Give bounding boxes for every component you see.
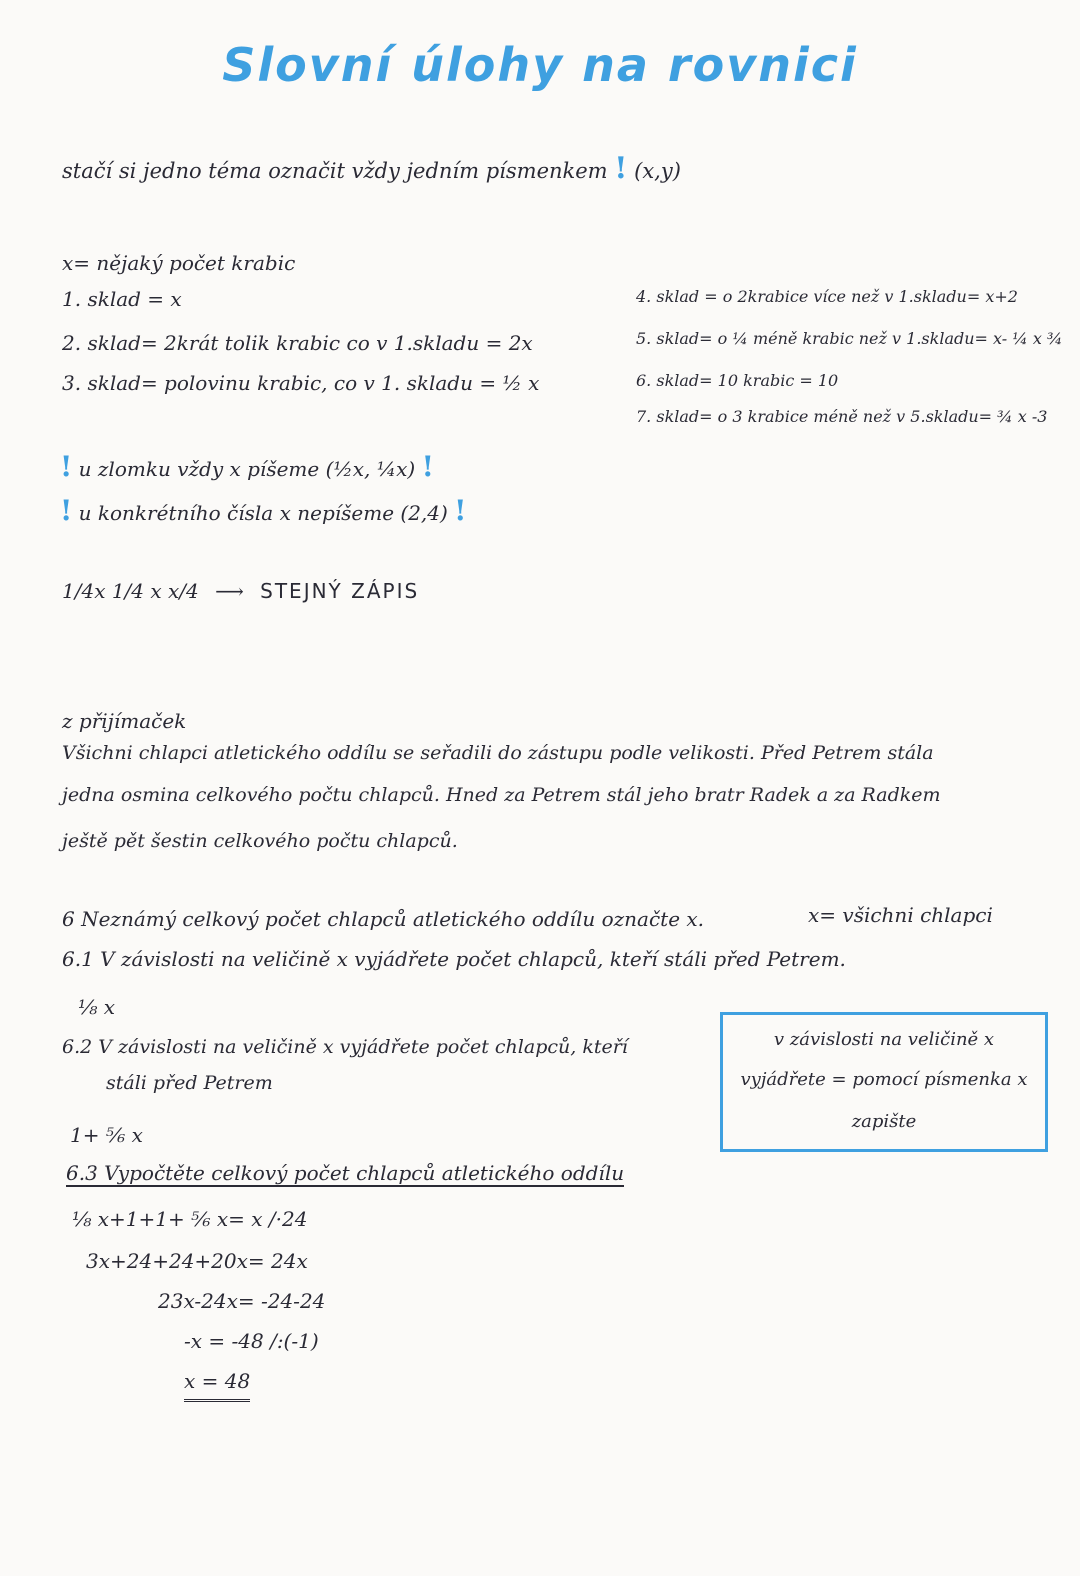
rule-text: u konkrétního čísla x nepíšeme (2,4) xyxy=(78,501,448,525)
exclamation-icon: ! xyxy=(454,494,467,527)
right-list-item: 6. sklad= 10 krabic = 10 xyxy=(636,371,839,390)
left-list-item: 3. sklad= polovinu krabic, co v 1. skladu = ½ x xyxy=(62,371,540,395)
exclamation-icon: ! xyxy=(60,494,73,527)
equivalent-forms: 1/4x 1/4 x x/4 xyxy=(62,579,199,603)
exclamation-icon: ! xyxy=(614,151,628,186)
problem-line: ještě pět šestin celkového počtu chlapců. xyxy=(62,830,458,852)
page-title: Slovní úlohy na rovnici xyxy=(222,38,858,92)
left-list-item: 1. sklad = x xyxy=(62,287,182,311)
source-note: z přijímaček xyxy=(62,709,187,733)
question-6-note: x= všichni chlapci xyxy=(808,903,993,927)
right-list-item: 4. sklad = o 2krabice více než v 1.skladu= x+2 xyxy=(636,287,1018,306)
left-list-item: 2. sklad= 2krát tolik krabic co v 1.skladu = 2x xyxy=(62,331,533,355)
rule-number xyxy=(60,494,467,527)
box-line: v závislosti na veličině x xyxy=(773,1029,995,1050)
box-line: zapište xyxy=(851,1111,917,1132)
exclamation-icon: ! xyxy=(60,450,73,483)
exclamation-icon: ! xyxy=(421,450,434,483)
question-6-1: 6.1 V závislosti na veličině x vyjádřete počet chlapců, kteří stáli před Petrem. xyxy=(62,947,846,971)
right-list-item: 5. sklad= o ¼ méně krabic než v 1.skladu= x- ¼ x ¾ xyxy=(636,329,1063,348)
answer-6-2: 1+ ⅚ x xyxy=(70,1123,143,1147)
problem-line: Všichni chlapci atletického oddílu se seřadili do zástupu podle velikosti. Před Petrem stála xyxy=(62,742,934,764)
question-6-3: 6.3 Vypočtěte celkový počet chlapců atletického oddílu xyxy=(66,1161,625,1185)
intro-text: stačí si jedno téma označit vždy jedním písmenkem xyxy=(62,159,608,183)
question-6-2: 6.2 V závislosti na veličině x vyjádřete počet chlapců, kteří xyxy=(62,1036,628,1058)
solution-result-wrap xyxy=(184,1368,250,1394)
right-list-item: 7. sklad= o 3 krabice méně než v 5.skladu= ¾ x -3 xyxy=(636,407,1048,426)
rule-fraction xyxy=(60,450,434,483)
arrow-right-icon: ⟶ xyxy=(215,579,244,603)
problem-line: jedna osmina celkového počtu chlapců. Hned za Petrem stál jeho bratr Radek a za Radkem xyxy=(62,784,941,806)
solution-step: 23x-24x= -24-24 xyxy=(158,1289,326,1313)
variable-definition: x= nějaký počet krabic xyxy=(62,251,296,275)
definition-box xyxy=(720,1012,1048,1152)
solution-result: x = 48 xyxy=(184,1369,250,1402)
question-6-2-cont: stáli před Petrem xyxy=(106,1072,273,1094)
solution-step: 3x+24+24+20x= 24x xyxy=(86,1249,308,1273)
rule-text: u zlomku vždy x píšeme (½x, ¼x) xyxy=(78,457,416,481)
box-line: vyjádřete = pomocí písmenka x xyxy=(740,1069,1028,1090)
solution-step: ⅛ x+1+1+ ⅚ x= x /·24 xyxy=(72,1207,308,1231)
equivalence-line xyxy=(62,578,419,604)
solution-step: -x = -48 /:(-1) xyxy=(184,1329,319,1353)
intro-line xyxy=(62,151,681,186)
question-6: 6 Neznámý celkový počet chlapců atletického oddílu označte x. xyxy=(62,907,705,931)
answer-6-1: ⅛ x xyxy=(78,995,116,1019)
equivalence-label: STEJNÝ ZÁPIS xyxy=(260,579,420,603)
question-6-3-wrap xyxy=(66,1160,624,1186)
intro-vars: (x,y) xyxy=(634,159,681,183)
